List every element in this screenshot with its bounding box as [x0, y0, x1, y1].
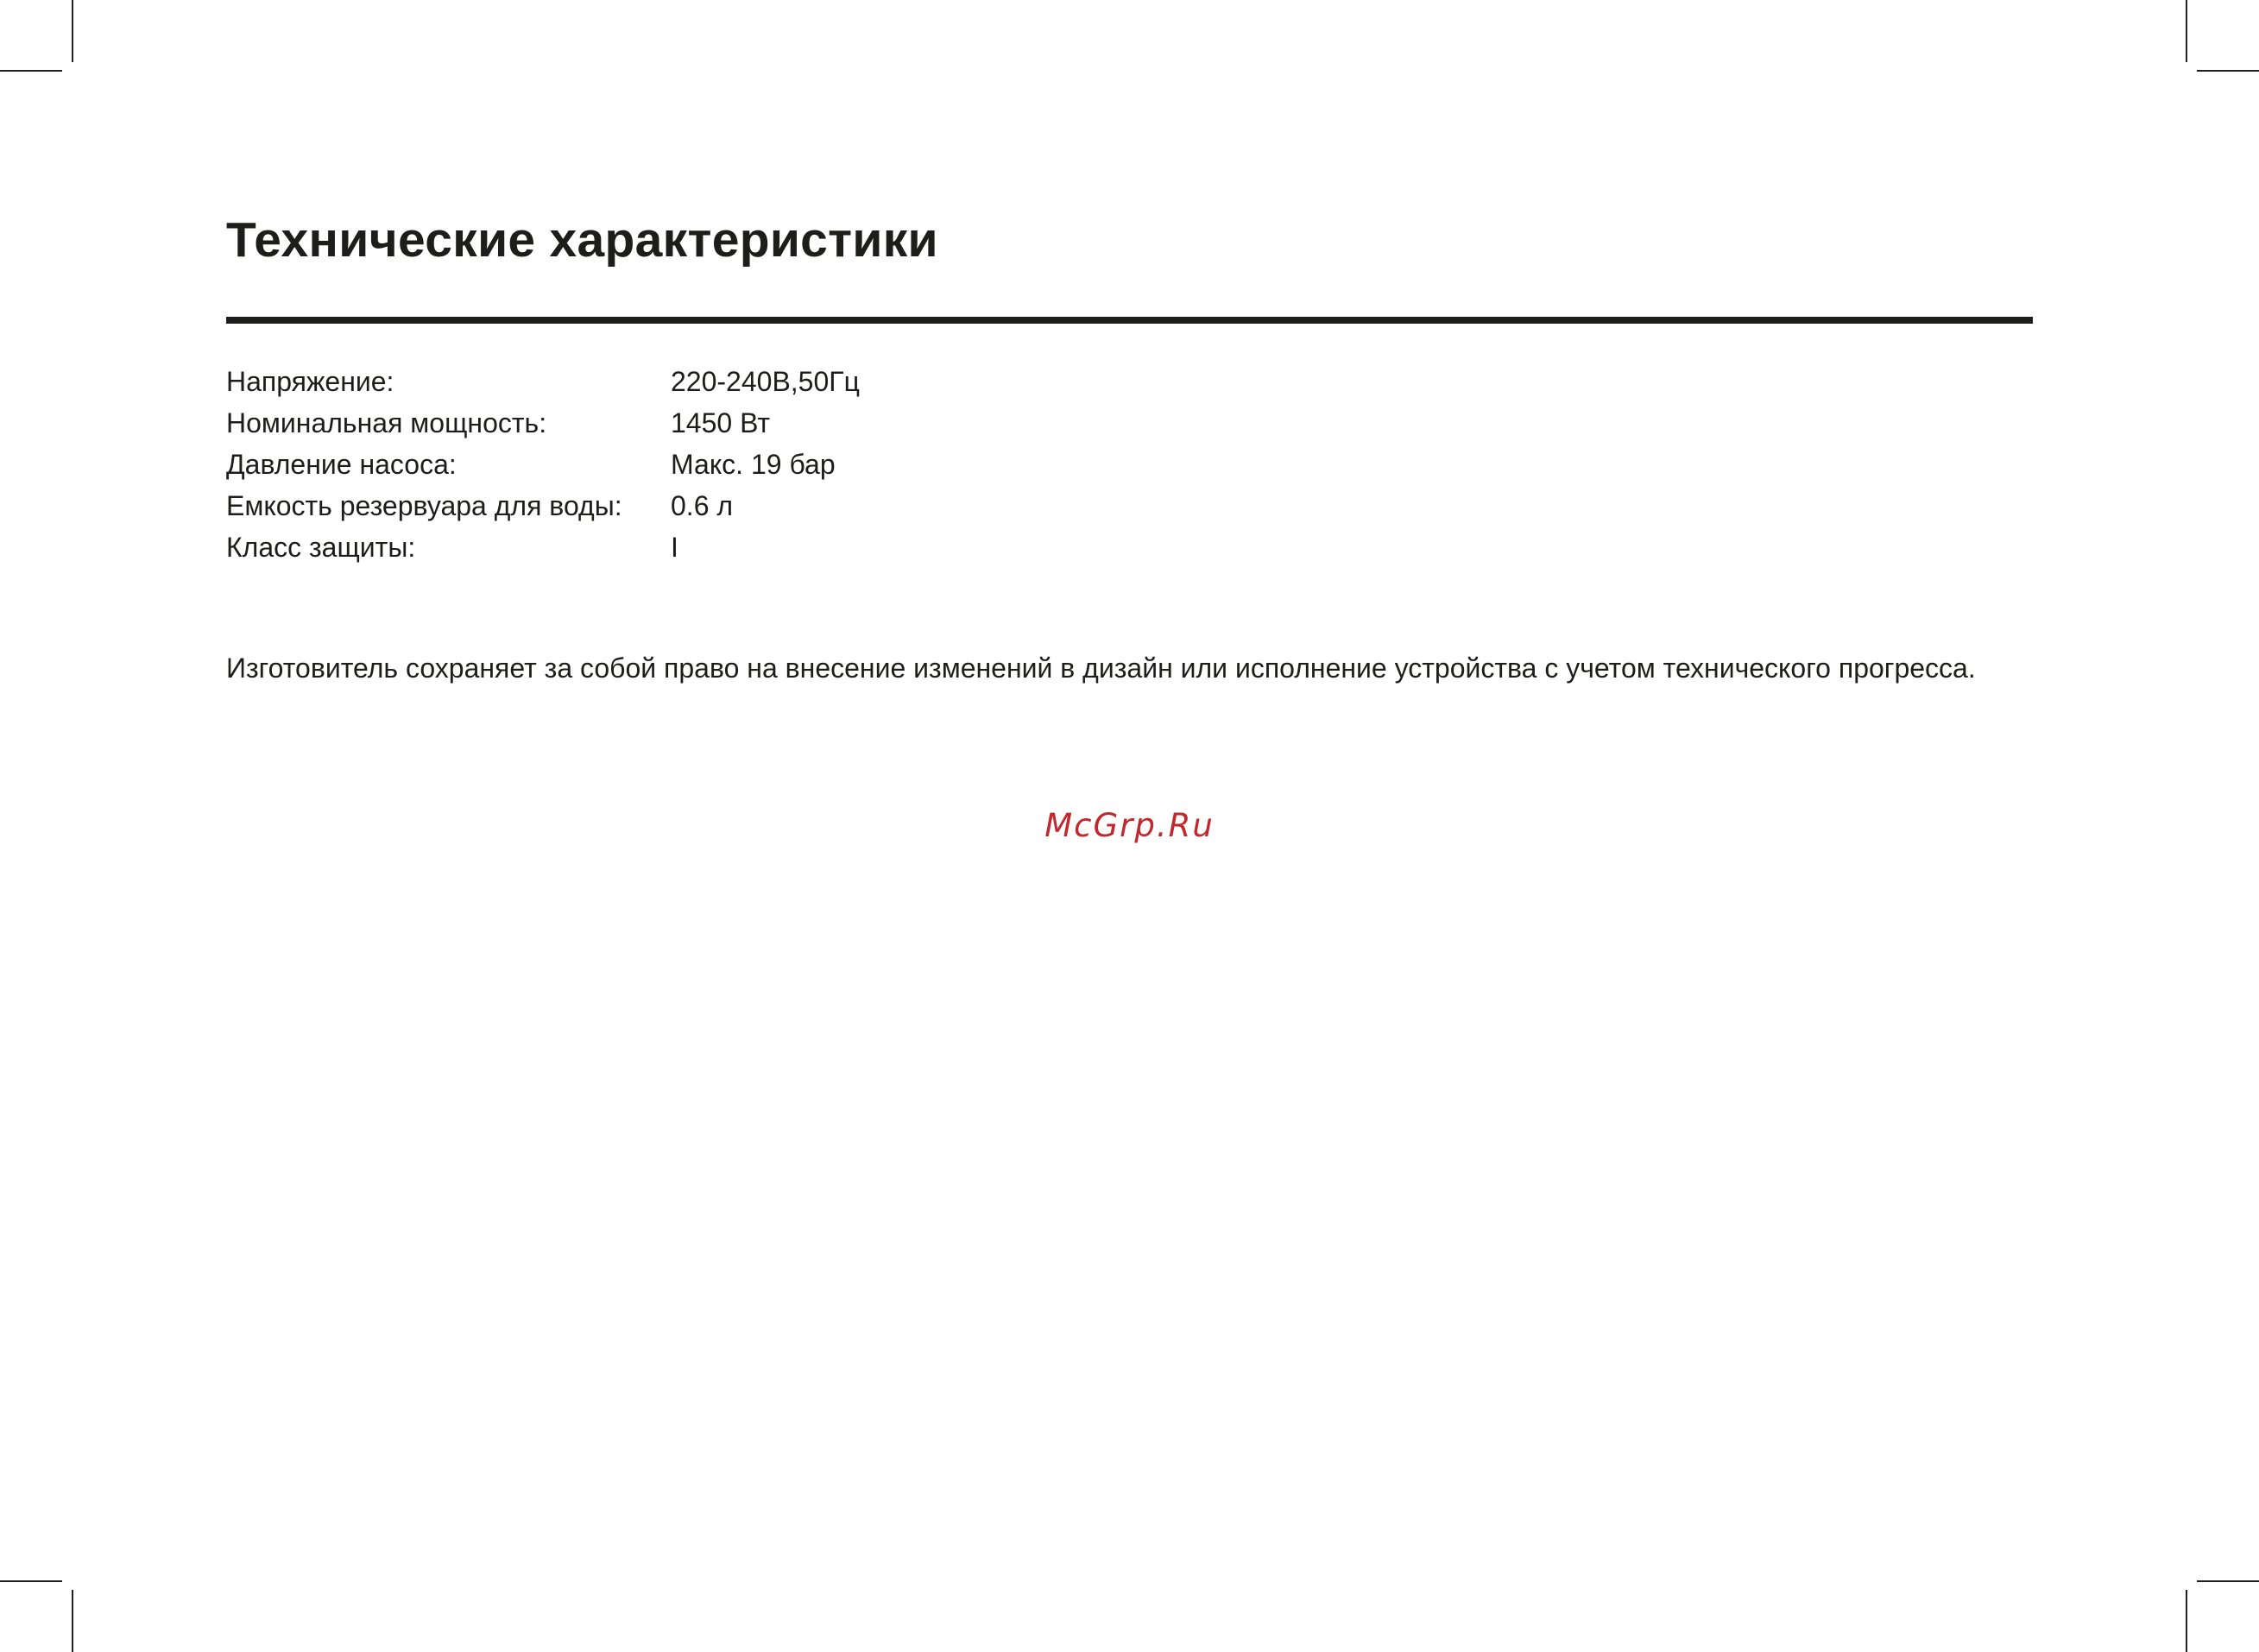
crop-mark-top-right-vertical: [2186, 0, 2187, 62]
crop-mark-bottom-left-vertical: [72, 1590, 73, 1652]
spec-value: Макс. 19 бар: [671, 448, 836, 480]
crop-mark-top-right-horizontal: [2197, 70, 2259, 72]
watermark-text: McGrp.Ru: [1044, 807, 1215, 844]
spec-row-pump-pressure: [226, 444, 1262, 485]
crop-mark-top-left-horizontal: [0, 70, 62, 72]
crop-mark-bottom-right-horizontal: [2197, 1580, 2259, 1582]
spec-label: Номинальная мощность:: [226, 407, 547, 438]
spec-row-power: [226, 402, 1262, 444]
spec-label: Класс защиты:: [226, 531, 416, 563]
spec-row-tank-capacity: [226, 485, 1262, 526]
crop-mark-top-left-vertical: [72, 0, 73, 62]
spec-list: [226, 361, 1262, 568]
spec-label: Емкость резервуара для воды:: [226, 489, 622, 521]
spec-value: I: [671, 531, 678, 563]
manufacturer-note: Изготовитель сохраняет за собой право на внесение изменений в дизайн или исполнение устройства с учетом технического прогресса.: [226, 653, 1976, 684]
spec-label: Давление насоса:: [226, 448, 457, 480]
spec-row-protection-class: [226, 526, 1262, 568]
crop-mark-bottom-right-vertical: [2186, 1590, 2187, 1652]
spec-label: Напряжение:: [226, 365, 394, 397]
title-divider: [226, 317, 2033, 324]
spec-value: 1450 Вт: [671, 407, 771, 438]
spec-value: 0.6 л: [671, 489, 734, 521]
spec-value: 220-240В,50Гц: [671, 365, 860, 397]
crop-mark-bottom-left-horizontal: [0, 1580, 62, 1582]
spec-row-voltage: [226, 361, 1262, 402]
page-title: Технические характеристики: [226, 212, 938, 268]
